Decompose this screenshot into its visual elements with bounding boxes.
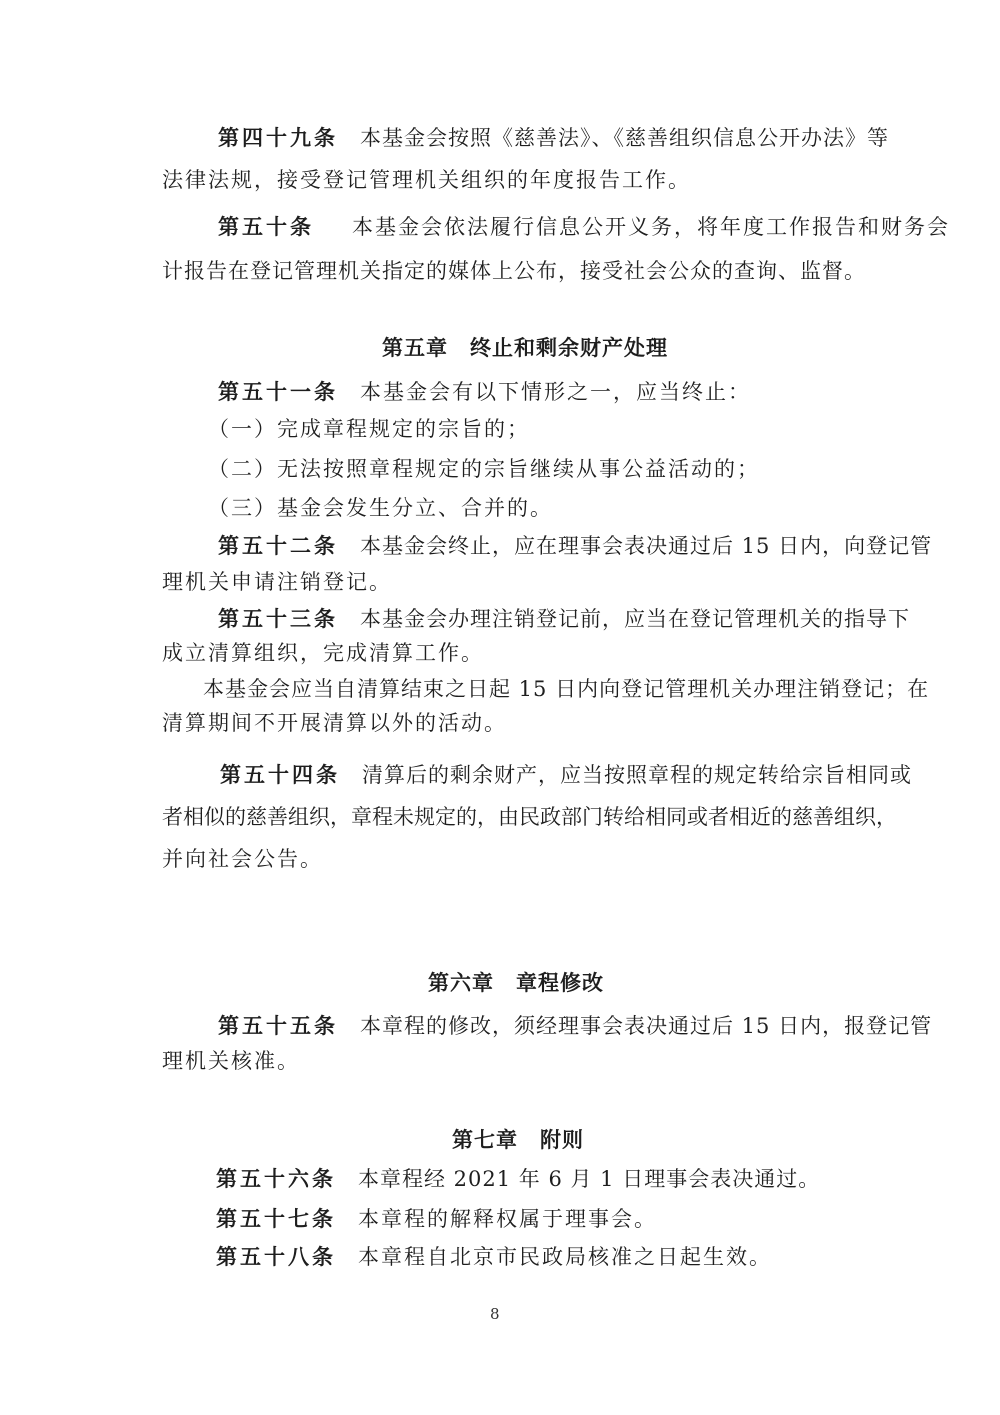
article-54-title: 第五十四条 — [220, 763, 340, 787]
article-52-line-1 — [218, 531, 932, 561]
article-52-line-2 — [162, 567, 392, 597]
chapter-6-number: 第六章 — [428, 971, 494, 995]
article-51-item-3 — [208, 493, 553, 523]
article-50-line-2 — [162, 256, 866, 286]
article-52-text-2: 理机关申请注销登记。 — [162, 570, 392, 594]
article-53-text-2: 成立清算组织，完成清算工作。 — [162, 641, 484, 665]
article-54-line-3 — [162, 844, 323, 874]
chapter-7-title: 附则 — [540, 1128, 584, 1152]
article-51-item-1-text: （一）完成章程规定的宗旨的； — [208, 417, 530, 441]
article-53-line-2 — [162, 638, 484, 668]
chapter-7-number: 第七章 — [452, 1128, 518, 1152]
chapter-6-heading — [428, 968, 604, 998]
chapter-6-title: 章程修改 — [516, 971, 604, 995]
article-57-title: 第五十七条 — [216, 1207, 336, 1231]
article-53-para-line-1 — [203, 674, 929, 704]
article-56-title: 第五十六条 — [216, 1167, 336, 1191]
article-53-para-1: 本基金会应当自清算结束之日起 15 日内向登记管理机关办理注销登记；在 — [203, 677, 930, 701]
article-49-text-2: 法律法规，接受登记管理机关组织的年度报告工作。 — [162, 168, 691, 192]
article-58-line — [216, 1242, 772, 1272]
article-55-line-1 — [218, 1011, 932, 1041]
chapter-5-heading — [382, 333, 668, 363]
article-51-item-3-text: （三）基金会发生分立、合并的。 — [208, 496, 553, 520]
article-53-line-1 — [218, 604, 910, 634]
article-53-text-1: 本基金会办理注销登记前，应当在登记管理机关的指导下 — [360, 607, 910, 631]
article-55-text-1: 本章程的修改，须经理事会表决通过后 15 日内，报登记管 — [360, 1014, 933, 1038]
article-49-line-2 — [162, 165, 691, 195]
article-51-item-2 — [208, 454, 760, 484]
article-57-line — [216, 1204, 657, 1234]
article-51-line-1 — [218, 377, 751, 407]
article-49-line-1 — [218, 123, 889, 153]
article-51-text: 本基金会有以下情形之一，应当终止： — [360, 380, 751, 404]
article-53-para-2: 清算期间不开展清算以外的活动。 — [162, 711, 507, 735]
chapter-7-heading — [452, 1125, 584, 1155]
article-53-title: 第五十三条 — [218, 607, 338, 631]
article-58-title: 第五十八条 — [216, 1245, 336, 1269]
article-50-text-1: 本基金会依法履行信息公开义务，将年度工作报告和财务会 — [352, 215, 950, 239]
article-51-title: 第五十一条 — [218, 380, 338, 404]
article-53-para-line-2 — [162, 708, 507, 738]
article-54-text-2: 者相似的慈善组织，章程未规定的，由民政部门转给相同或者相近的慈善组织， — [162, 805, 897, 829]
article-51-item-2-text: （二）无法按照章程规定的宗旨继续从事公益活动的； — [208, 457, 760, 481]
article-52-title: 第五十二条 — [218, 534, 338, 558]
chapter-5-number: 第五章 — [382, 336, 448, 360]
article-55-text-2: 理机关核准。 — [162, 1049, 300, 1073]
article-54-text-3: 并向社会公告。 — [162, 847, 323, 871]
article-54-text-1: 清算后的剩余财产，应当按照章程的规定转给宗旨相同或 — [362, 763, 912, 787]
article-49-title: 第四十九条 — [218, 126, 338, 150]
page-number: 8 — [490, 1305, 500, 1323]
article-54-line-1 — [220, 760, 912, 790]
article-50-line-1 — [218, 212, 950, 242]
chapter-5-title: 终止和剩余财产处理 — [470, 336, 668, 360]
article-57-text: 本章程的解释权属于理事会。 — [358, 1207, 657, 1231]
article-55-line-2 — [162, 1046, 300, 1076]
article-50-text-2: 计报告在登记管理机关指定的媒体上公布，接受社会公众的查询、监督。 — [162, 259, 866, 283]
article-56-text: 本章程经 2021 年 6 月 1 日理事会表决通过。 — [358, 1167, 821, 1191]
article-55-title: 第五十五条 — [218, 1014, 338, 1038]
article-56-line — [216, 1164, 820, 1194]
article-49-text-1: 本基金会按照《慈善法》、《慈善组织信息公开办法》等 — [360, 126, 889, 150]
article-54-line-2 — [162, 802, 897, 832]
article-52-text-1: 本基金会终止，应在理事会表决通过后 15 日内，向登记管 — [360, 534, 933, 558]
article-58-text: 本章程自北京市民政局核准之日起生效。 — [358, 1245, 772, 1269]
article-50-title: 第五十条 — [218, 215, 314, 239]
article-51-item-1 — [208, 414, 530, 444]
